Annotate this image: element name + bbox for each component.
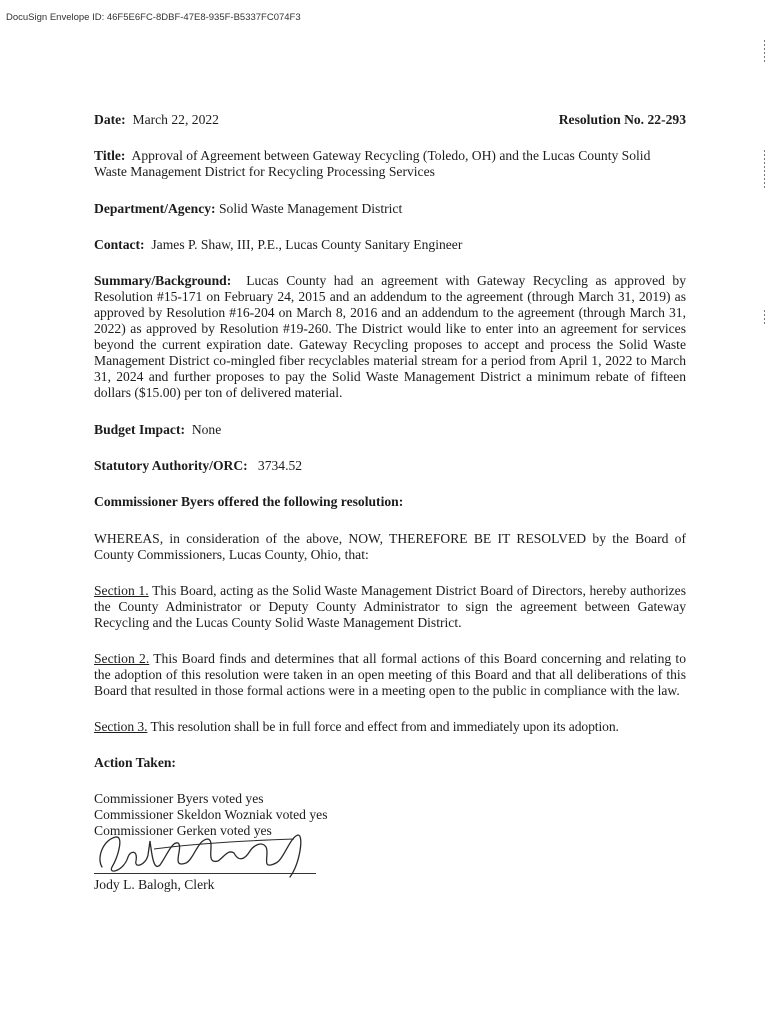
- clerk-name: Jody L. Balogh, Clerk: [94, 877, 215, 892]
- action-taken-line: [94, 755, 686, 771]
- resolution-number: Resolution No. 22-293: [558, 112, 686, 127]
- action-taken-label: Action Taken:: [94, 755, 176, 770]
- date-value: March 22, 2022: [132, 112, 219, 127]
- section-1-label: Section 1.: [94, 583, 149, 598]
- title-text: Approval of Agreement between Gateway Recycling (Toledo, OH) and the Lucas County Solid Waste Management District for Recycling Processing Services: [94, 148, 651, 179]
- budget-value: None: [191, 422, 222, 437]
- title-paragraph: [94, 148, 686, 180]
- resolution-document: [94, 112, 686, 899]
- department-value: Solid Waste Management District: [218, 201, 403, 216]
- scan-edge-mark: [764, 150, 765, 190]
- summary-paragraph: [94, 273, 686, 401]
- contact-line: [94, 237, 686, 253]
- section-2-text: This Board finds and determines that all formal actions of this Board concerning and relating to the adoption of this resolution were taken in an open meeting of this Board and that all deliberations of this Board that resulted in those formal actions were in a meeting open to the public in compliance with the law.: [94, 651, 686, 698]
- whereas-paragraph: WHEREAS, in consideration of the above, NOW, THEREFORE BE IT RESOLVED by the Board of County Commissioners, Lucas County, Ohio, that:: [94, 531, 686, 562]
- statutory-value: 3734.52: [257, 458, 303, 473]
- offered-text: Commissioner Byers offered the following resolution:: [94, 494, 404, 509]
- header-row: [94, 112, 686, 128]
- offered-line: [94, 494, 686, 510]
- handwritten-signature: [94, 827, 324, 883]
- scan-edge-mark: [764, 40, 765, 64]
- section-3-label: Section 3.: [94, 719, 148, 734]
- section-1-paragraph: [94, 583, 686, 631]
- section-2-label: Section 2.: [94, 651, 150, 666]
- department-line: [94, 201, 686, 217]
- section-2-paragraph: [94, 651, 686, 699]
- vote-line: Commissioner Byers voted yes: [94, 791, 264, 806]
- scan-edge-mark: [764, 310, 765, 324]
- section-3-paragraph: [94, 719, 686, 735]
- section-1-text: This Board, acting as the Solid Waste Management District Board of Directors, hereby authorizes the County Administrator or Deputy County Administrator to sign the agreement between Gateway Recycling and the Lucas County Solid Waste Management District.: [94, 583, 687, 630]
- budget-line: [94, 422, 686, 438]
- title-label: Title:: [94, 148, 126, 163]
- statutory-line: [94, 458, 686, 474]
- contact-value: James P. Shaw, III, P.E., Lucas County Sanitary Engineer: [151, 237, 463, 252]
- budget-label: Budget Impact:: [94, 422, 186, 437]
- section-3-text: This resolution shall be in full force and effect from and immediately upon its adoption.: [150, 719, 619, 734]
- vote-line: Commissioner Skeldon Wozniak voted yes: [94, 807, 328, 822]
- date-line: [94, 112, 219, 128]
- signature-block: [94, 839, 354, 899]
- summary-text: Lucas County had an agreement with Gateway Recycling as approved by Resolution #15-171 on February 24, 2015 and an addendum to the agreement (through March 31, 2019) as approved by Resolution #16-204 on March 8, 2016 and an addendum to the agreement (through March 31, 2022) as approved by Resolution #19-260. The District would like to enter into an agreement for services beyond the current expiration date. Gateway Recycling proposes to accept and process the Solid Waste Management District co-mingled fiber recyclables material stream for a period from April 1, 2022 to March 31, 2024 and further proposes to pay the Solid Waste Management District a minimum rebate of fifteen dollars ($15.00) per ton of delivered material.: [94, 273, 687, 400]
- statutory-label: Statutory Authority/ORC:: [94, 458, 248, 473]
- docusign-envelope-id: DocuSign Envelope ID: 46F5E6FC-8DBF-47E8-935F-B5337FC074F3: [6, 12, 301, 23]
- department-label: Department/Agency:: [94, 201, 216, 216]
- contact-label: Contact:: [94, 237, 145, 252]
- signature-line: [94, 873, 316, 874]
- summary-label: Summary/Background:: [94, 273, 232, 288]
- date-label: Date:: [94, 112, 126, 127]
- vote-line: Commissioner Gerken voted yes: [94, 823, 272, 838]
